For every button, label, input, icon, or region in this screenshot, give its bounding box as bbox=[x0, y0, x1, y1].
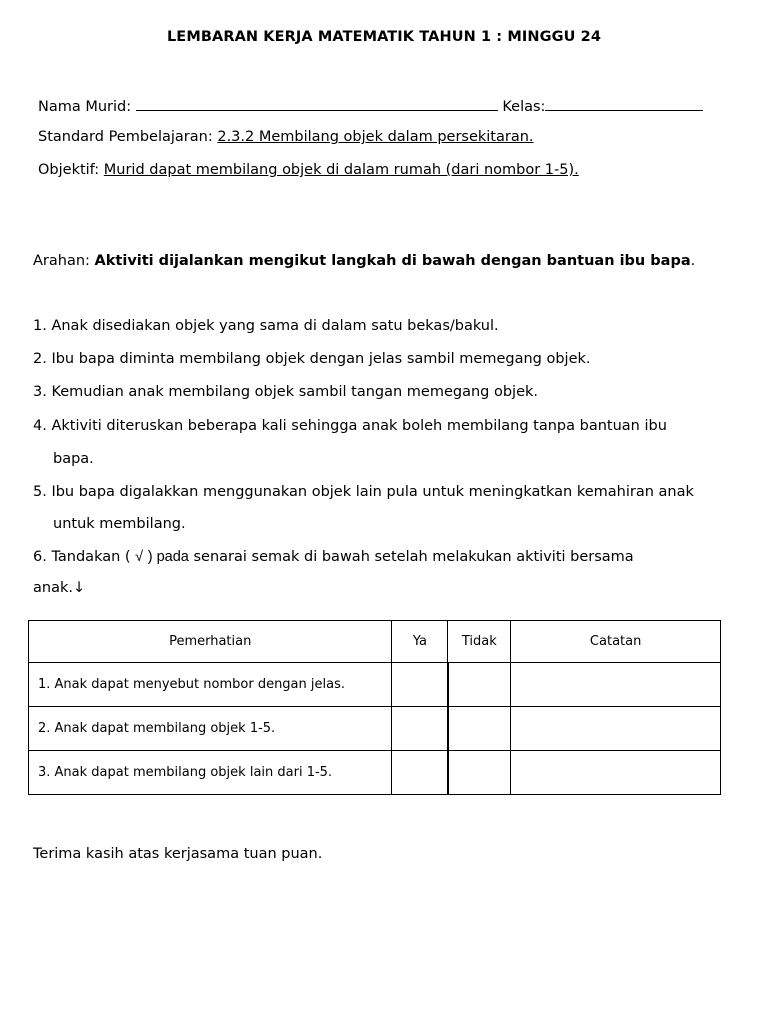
standard-row bbox=[38, 129, 534, 145]
row-3-tidak-cell[interactable] bbox=[448, 751, 511, 795]
header-tidak: Tidak bbox=[448, 621, 511, 663]
row-3-ya-cell[interactable] bbox=[392, 751, 448, 795]
step-4: 4. Aktiviti diteruskan beberapa kali sehingga anak boleh membilang tanpa bantuan ibu bbox=[33, 418, 667, 434]
row-3-text: 3. Anak dapat membilang objek lain dari 1-5. bbox=[29, 751, 392, 795]
step-6-cont: anak.↓ bbox=[33, 580, 86, 596]
row-2-tidak-cell[interactable] bbox=[448, 707, 511, 751]
table-header-row bbox=[29, 621, 721, 663]
arahan-label: Arahan bbox=[33, 253, 86, 269]
step-6-part2: ) pada bbox=[147, 549, 189, 565]
table-row bbox=[29, 663, 721, 707]
kelas-label: Kelas: bbox=[502, 99, 546, 115]
standard-label: Standard Pembelajaran: bbox=[38, 129, 213, 145]
check-mark-icon: √ bbox=[135, 549, 144, 565]
step-2: 2. Ibu bapa diminta membilang objek dengan jelas sambil memegang objek. bbox=[33, 351, 591, 367]
row-3-catatan-cell[interactable] bbox=[511, 751, 721, 795]
step-6-part1: 6. Tandakan ( bbox=[33, 549, 131, 565]
row-1-tidak-cell[interactable] bbox=[448, 663, 511, 707]
step-6 bbox=[33, 549, 634, 565]
standard-value: 2.3.2 Membilang objek dalam persekitaran. bbox=[217, 129, 534, 145]
arahan-text: Aktiviti dijalankan mengikut langkah di bawah dengan bantuan ibu bapa bbox=[94, 253, 691, 269]
row-1-text: 1. Anak dapat menyebut nombor dengan jelas. bbox=[29, 663, 392, 707]
thanks-text: Terima kasih atas kerjasama tuan puan. bbox=[33, 846, 323, 862]
arahan-row: Arahan: Aktiviti dijalankan mengikut langkah di bawah dengan bantuan ibu bapa. bbox=[33, 253, 696, 269]
header-ya: Ya bbox=[392, 621, 448, 663]
row-1-ya-cell[interactable] bbox=[392, 663, 448, 707]
row-2-text: 2. Anak dapat membilang objek 1-5. bbox=[29, 707, 392, 751]
table-row bbox=[29, 707, 721, 751]
nama-row bbox=[38, 96, 703, 115]
kelas-blank bbox=[545, 96, 703, 111]
step-5-cont: untuk membilang. bbox=[53, 516, 186, 532]
objektif-row bbox=[38, 162, 579, 178]
header-pemerhatian: Pemerhatian bbox=[29, 621, 392, 663]
row-1-catatan-cell[interactable] bbox=[511, 663, 721, 707]
step-3: 3. Kemudian anak membilang objek sambil tangan memegang objek. bbox=[33, 384, 539, 400]
objektif-value: Murid dapat membilang objek di dalam rumah (dari nombor 1-5). bbox=[103, 162, 579, 178]
step-5: 5. Ibu bapa digalakkan menggunakan objek lain pula untuk meningkatkan kemahiran anak bbox=[33, 484, 694, 500]
objektif-label: Objektif: bbox=[38, 162, 100, 178]
nama-blank bbox=[136, 96, 498, 111]
row-2-ya-cell[interactable] bbox=[392, 707, 448, 751]
step-1: 1. Anak disediakan objek yang sama di dalam satu bekas/bakul. bbox=[33, 318, 499, 334]
step-4-cont: bapa. bbox=[53, 451, 94, 467]
table-row bbox=[29, 751, 721, 795]
header-catatan: Catatan bbox=[511, 621, 721, 663]
step-6-part3: senarai semak di bawah setelah melakukan aktiviti bersama bbox=[193, 549, 634, 565]
checklist-table bbox=[28, 620, 721, 795]
page-title: LEMBARAN KERJA MATEMATIK TAHUN 1 : MINGGU 24 bbox=[166, 29, 602, 45]
row-2-catatan-cell[interactable] bbox=[511, 707, 721, 751]
nama-label: Nama Murid: bbox=[38, 99, 132, 115]
